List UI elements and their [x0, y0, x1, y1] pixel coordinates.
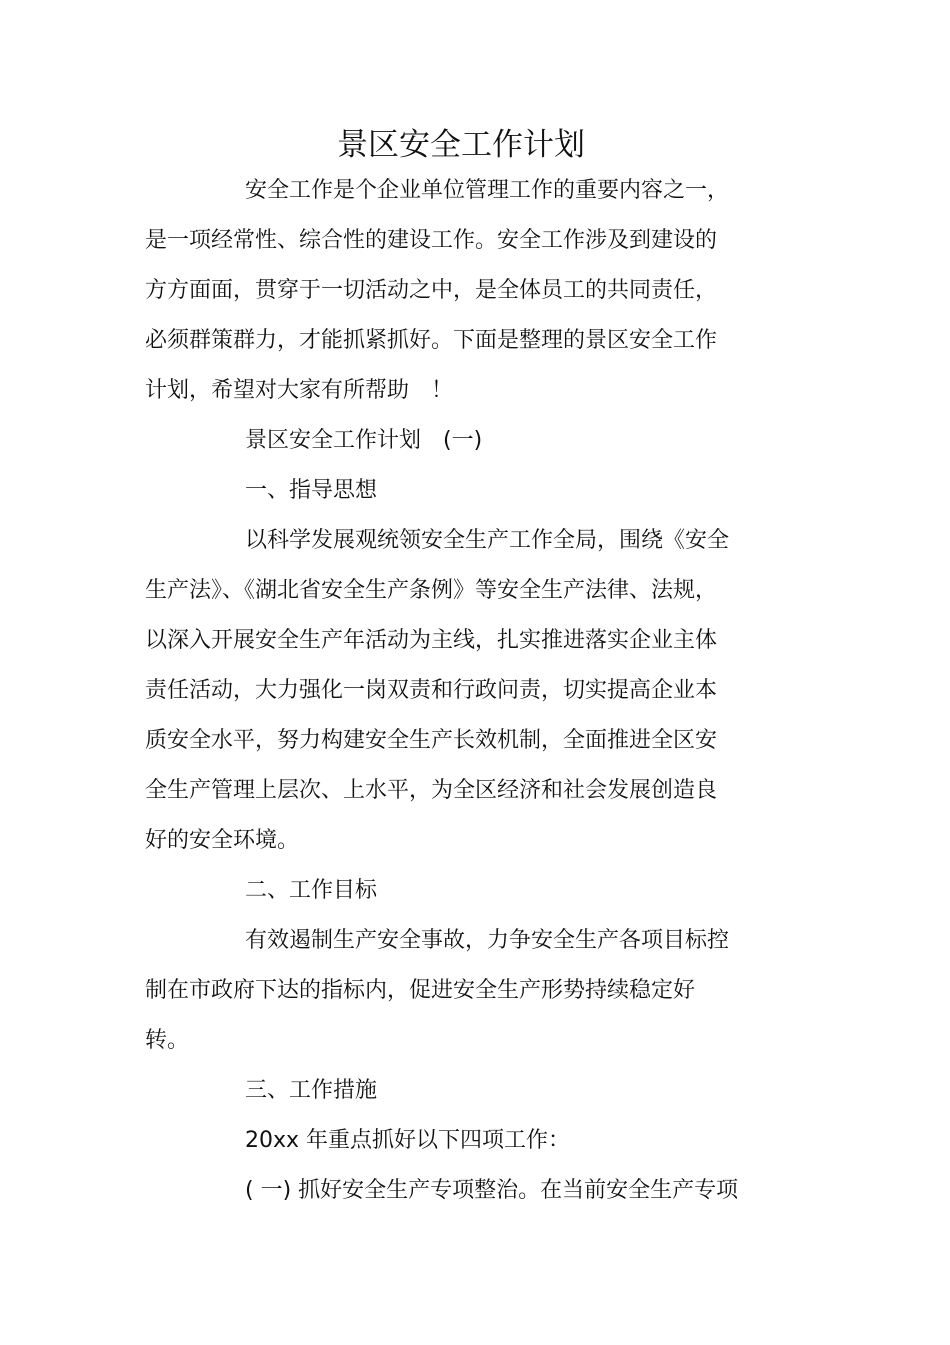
- paragraph-line: 转。: [145, 1028, 190, 1053]
- paragraph-line: 生产法》、《湖北省安全生产条例》等安全生产法律、法规，: [145, 578, 718, 603]
- paragraph-line: 好的安全环境。: [145, 828, 300, 853]
- section-heading: 二、工作目标: [245, 878, 378, 903]
- section-heading: 景区安全工作计划 (一): [245, 428, 483, 453]
- paragraph-line: 方方面面，贯穿于一切活动之中，是全体员工的共同责任，: [145, 278, 718, 303]
- paragraph-line: 20xx 年重点抓好以下四项工作：: [245, 1128, 571, 1153]
- paragraph-line: 是一项经常性、综合性的建设工作。安全工作涉及到建设的: [145, 228, 718, 253]
- document-title: 景区安全工作计划: [337, 127, 585, 163]
- section-heading: 三、工作措施: [245, 1078, 378, 1103]
- paragraph-line: 必须群策群力，才能抓紧抓好。下面是整理的景区安全工作: [145, 328, 718, 353]
- paragraph-line: 有效遏制生产安全事故，力争安全生产各项目标控: [245, 928, 730, 953]
- paragraph-line: 计划，希望对大家有所帮助 ！: [145, 378, 454, 403]
- section-heading: 一、指导思想: [245, 478, 378, 503]
- paragraph-line: 以科学发展观统领安全生产工作全局，围绕《安全: [245, 528, 730, 553]
- paragraph-line: 安全工作是个企业单位管理工作的重要内容之一，: [245, 178, 730, 203]
- paragraph-line: 以深入开展安全生产年活动为主线，扎实推进落实企业主体: [145, 628, 718, 653]
- paragraph-line: ( 一) 抓好安全生产专项整治。在当前安全生产专项: [245, 1178, 739, 1203]
- paragraph-line: 制在市政府下达的指标内，促进安全生产形势持续稳定好: [145, 978, 696, 1003]
- paragraph-line: 全生产管理上层次、上水平，为全区经济和社会发展创造良: [145, 778, 718, 803]
- paragraph-line: 责任活动，大力强化一岗双责和行政问责，切实提高企业本: [145, 678, 718, 703]
- paragraph-line: 质安全水平，努力构建安全生产长效机制，全面推进全区安: [145, 728, 718, 753]
